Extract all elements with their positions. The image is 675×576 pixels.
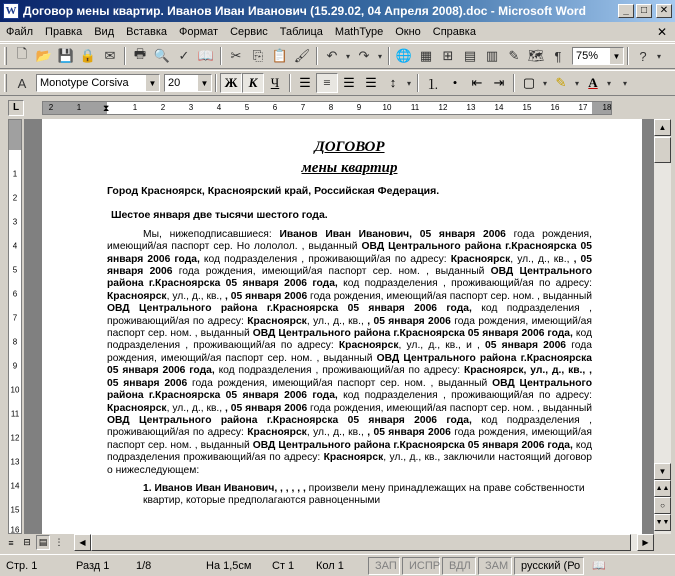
document-content[interactable] — [107, 137, 592, 508]
doc-run-bold: Красноярск — [107, 402, 167, 414]
vruler-mark: 3 — [12, 217, 18, 227]
permission-icon[interactable]: 🔒 — [79, 48, 97, 63]
doc-run: код подразделения , проживающий/ая по адресу: — [107, 303, 592, 327]
excel-sheet-icon[interactable]: ▤ — [463, 48, 477, 63]
vruler-mark: 6 — [12, 289, 18, 299]
ruler-mark: 12 — [438, 103, 448, 112]
vruler-mark: 7 — [12, 313, 18, 323]
doc-run-bold: ОВД Центрального района г.Красноярска 05 января 2006 года, — [107, 266, 593, 290]
document-close-icon[interactable]: ✕ — [656, 24, 667, 39]
doc-run: года рождения, имеющий/ая паспорт сер. ном. , выданный — [107, 427, 592, 451]
status-bar — [0, 554, 675, 576]
doc-run: , ул., д., кв., — [306, 315, 368, 327]
menu-file[interactable]: Файл — [6, 25, 34, 38]
align-left-icon[interactable]: ☰ — [299, 75, 311, 90]
doc-run-bold: ОВД Центрального района г.Красноярска 05 января 2006 года, — [107, 303, 472, 315]
doc-run: код подразделения , проживающий/ая по адресу: — [214, 365, 464, 377]
doc-run: , ул., д., кв., — [510, 253, 574, 265]
underline-button[interactable]: Ч — [270, 75, 280, 90]
ruler-mark: 2 — [160, 103, 166, 112]
ruler-mark: 6 — [272, 103, 278, 112]
doc-run-bold: Красноярск — [338, 340, 399, 352]
undo-icon[interactable]: ↶ — [326, 48, 338, 63]
ruler-mark: 7 — [300, 103, 306, 112]
vruler-mark: 11 — [10, 409, 20, 419]
align-right-icon[interactable]: ☰ — [343, 75, 355, 90]
ruler-mark: 8 — [328, 103, 334, 112]
undo-dropdown-icon[interactable]: ▾ — [345, 51, 350, 61]
doc-item-1 — [107, 483, 592, 508]
doc-run-bold: ОВД Центрального района г.Красноярска 05 января 2006 года, — [107, 241, 592, 265]
save-icon[interactable]: 💾 — [57, 48, 75, 63]
ruler-mark: 9 — [356, 103, 362, 112]
doc-run-bold: Красноярск — [323, 452, 384, 464]
font-size-value: 20 — [168, 77, 181, 89]
ruler-mark: 3 — [188, 103, 194, 112]
horizontal-scroll-thumb[interactable] — [91, 534, 631, 551]
font-color-dropdown-icon[interactable]: ▾ — [606, 78, 611, 88]
styles-formatting-icon[interactable]: A — [17, 75, 27, 91]
borders-dropdown-icon[interactable]: ▾ — [542, 78, 547, 88]
cut-icon[interactable]: ✂ — [230, 48, 242, 63]
vruler-mark: 2 — [12, 193, 18, 203]
menu-bar — [0, 22, 675, 42]
ruler-mark: 15 — [522, 103, 532, 112]
format-painter-icon[interactable]: 🖌 — [293, 48, 311, 63]
vruler-mark: 9 — [12, 361, 18, 371]
ruler-mark: 4 — [216, 103, 222, 112]
window-title: Договор мены квартир. Иванов Иван Иванович (15.29.02, 04 Апреля 2008).doc - Microsoft Word — [23, 4, 586, 18]
open-folder-icon[interactable]: 📂 — [35, 48, 53, 63]
doc-run-bold: Красноярск — [107, 290, 167, 302]
chevron-down-icon[interactable]: ▼ — [197, 75, 211, 91]
doc-run: года рождения, имеющий/ая паспорт сер. ном. , выданный — [307, 290, 592, 302]
menu-window[interactable]: Окно — [395, 25, 421, 38]
show-hide-icon[interactable]: ¶ — [554, 48, 562, 64]
chevron-down-icon[interactable]: ▼ — [609, 48, 623, 64]
doc-run-bold: Красноярск, ул., д., кв., , 05 января 2006 — [107, 365, 593, 389]
highlight-dropdown-icon[interactable]: ▾ — [574, 78, 579, 88]
horizontal-ruler[interactable] — [42, 101, 612, 115]
doc-run-bold: , 05 января 2006 — [225, 290, 308, 302]
vruler-mark: 8 — [12, 337, 18, 347]
minimize-button[interactable]: _ — [618, 4, 634, 18]
ruler-mark: 2 — [48, 103, 54, 112]
align-center-icon[interactable]: ≡ — [316, 73, 338, 93]
redo-dropdown-icon[interactable]: ▾ — [377, 51, 382, 61]
doc-run-bold: Иванов Иван Иванович, 05 января 2006 — [279, 228, 506, 240]
web-view-icon[interactable]: ⊟ — [23, 537, 31, 547]
ruler-mark: 18 — [602, 103, 612, 112]
ruler-mark: 1 — [132, 103, 138, 112]
horizontal-scrollbar[interactable] — [74, 534, 654, 551]
line-spacing-dropdown-icon[interactable]: ▾ — [406, 78, 411, 88]
vruler-mark: 10 — [10, 385, 20, 395]
doc-run-bold: ОВД Центрального района г.Красноярска 05 января 2006 года, — [252, 328, 573, 340]
browse-object-icon[interactable]: ○ — [654, 497, 671, 514]
font-name-value: Monotype Corsiva — [40, 77, 129, 89]
formatting-toolbar — [0, 70, 675, 96]
doc-run: , ул., д., кв., — [306, 427, 368, 439]
vruler-mark: 4 — [12, 241, 18, 251]
line-spacing-icon[interactable]: ↕ — [389, 75, 397, 90]
doc-run-bold: ОВД Центрального района г.Красноярска 05 января 2006 года, — [107, 414, 472, 426]
doc-run: , ул., д., кв., — [166, 290, 226, 302]
maximize-button[interactable]: □ — [636, 4, 652, 18]
numbering-icon[interactable]: ⒈ — [426, 76, 440, 92]
print-layout-icon[interactable]: ▤ — [36, 535, 50, 550]
standard-toolbar — [0, 43, 675, 69]
justify-icon[interactable]: ☰ — [365, 75, 377, 90]
status-ovr[interactable]: ЗАМ — [478, 557, 512, 575]
bold-button[interactable]: Ж — [220, 73, 242, 93]
menu-table[interactable]: Таблица — [279, 25, 323, 38]
doc-run-bold: Красноярск — [247, 427, 307, 439]
ruler-mark: 14 — [494, 103, 504, 112]
menu-tools[interactable]: Сервис — [230, 25, 268, 38]
title-bar — [0, 0, 675, 22]
doc-run: , ул., д., кв., — [166, 402, 226, 414]
zoom-value: 75% — [576, 50, 599, 62]
doc-run: года рождения, имеющий/ая паспорт сер. Но лололол. , выданный — [107, 228, 592, 253]
status-language[interactable]: русский (Ро — [514, 557, 584, 575]
toolbar-options-icon[interactable]: ▾ — [622, 78, 627, 88]
doc-title: ДОГОВОР — [314, 139, 385, 155]
doc-run-bold: , 05 января 2006 — [107, 253, 592, 278]
status-trk[interactable]: ИСПР — [402, 557, 440, 575]
doc-run-bold: Красноярск — [450, 253, 511, 265]
vruler-mark: 16 — [10, 525, 20, 534]
ruler-mark: 1 — [76, 103, 82, 112]
vruler-mark: 12 — [10, 433, 20, 443]
vruler-mark: 15 — [10, 505, 20, 515]
status-pages: 1/8 — [136, 559, 152, 572]
scroll-left-icon[interactable]: ◀ — [74, 534, 91, 551]
font-size-combo[interactable] — [164, 74, 212, 92]
scroll-up-icon[interactable]: ▲ — [654, 119, 671, 136]
tables-borders-icon[interactable]: ▦ — [419, 48, 433, 63]
highlight-icon[interactable]: ✎ — [555, 75, 567, 90]
doc-date: Шестое января две тысячи шестого года. — [111, 209, 328, 222]
spelling-icon[interactable]: ✓ — [178, 48, 190, 63]
indent-marker-icon[interactable]: ⧗ — [103, 103, 110, 113]
new-document-icon[interactable]: 🗋 — [16, 46, 28, 61]
print-preview-icon[interactable]: 🔍 — [153, 48, 171, 63]
normal-view-icon[interactable]: ≡ — [8, 537, 14, 548]
status-page: Стр. 1 — [6, 559, 38, 572]
status-line: Ст 1 — [272, 559, 295, 572]
insert-table-icon[interactable]: ⊞ — [442, 48, 454, 63]
vruler-mark: 14 — [10, 481, 20, 491]
ruler-mark: 17 — [578, 103, 588, 112]
ruler-mark: 11 — [410, 103, 420, 112]
doc-run: код подразделения , проживающий/ая по адресу: — [199, 253, 451, 265]
doc-run-bold: ОВД Центрального района г.Красноярска 05 января 2006 года, — [252, 439, 573, 451]
font-name-combo[interactable] — [36, 74, 160, 92]
scroll-down-icon[interactable]: ▼ — [654, 463, 671, 480]
menu-format[interactable]: Формат — [179, 25, 219, 38]
vertical-scrollbar[interactable] — [654, 119, 671, 534]
menu-insert[interactable]: Вставка — [126, 25, 168, 38]
font-color-icon[interactable]: A — [588, 75, 598, 90]
doc-item-1-text: произвели мену принадлежащих на праве собственности квартир, которые предполагаются равноценными — [143, 482, 585, 507]
doc-run: код подразделения , проживающий/ая по адресу: — [107, 328, 592, 352]
doc-run: , ул., д., кв., заключили настоящий договор о нижеследующем: — [107, 452, 592, 476]
status-rec[interactable]: ЗАП — [368, 557, 400, 575]
doc-item-1-bold: 1. Иванов Иван Иванович, , , , , , — [143, 482, 306, 494]
hyperlink-icon[interactable]: 🌐 — [395, 48, 413, 63]
document-page[interactable] — [42, 119, 642, 534]
next-page-icon[interactable]: ▼▼ — [654, 514, 671, 531]
status-ext[interactable]: ВДЛ — [442, 557, 476, 575]
scroll-thumb[interactable] — [654, 137, 671, 163]
print-icon[interactable]: 🖶 — [133, 46, 147, 61]
vruler-mark: 13 — [10, 457, 20, 467]
doc-run: код подразделения , проживающий/ая по адресу: — [337, 278, 593, 290]
doc-body-paragraph — [107, 229, 592, 477]
menu-mathtype[interactable]: MathType — [334, 25, 384, 38]
doc-run: , ул., д., кв., и , — [398, 340, 486, 352]
ruler-mark: 13 — [466, 103, 476, 112]
paste-icon[interactable]: 📋 — [271, 48, 289, 63]
doc-run-bold: 05 января 2006 — [485, 340, 567, 352]
redo-icon[interactable]: ↷ — [358, 48, 370, 63]
doc-run: Мы, нижеподписавшиеся: — [143, 228, 280, 240]
doc-run: код подразделения проживающий/ая по адресу: — [107, 439, 592, 464]
doc-run: года рождения, имеющий/ая паспорт сер. ном. , выданный — [307, 402, 592, 414]
toolbar-options-icon[interactable]: ▾ — [656, 51, 661, 61]
ruler-mark: 16 — [550, 103, 560, 112]
menu-view[interactable]: Вид — [94, 25, 115, 38]
doc-run: код подразделения , проживающий/ая по адресу: — [337, 390, 593, 402]
email-icon[interactable]: ✉ — [104, 48, 116, 63]
document-area[interactable] — [24, 119, 654, 534]
tab-selector[interactable]: L — [8, 100, 24, 116]
word-app-icon[interactable]: W — [3, 3, 19, 19]
status-position: На 1,5см — [206, 559, 252, 572]
doc-subtitle: мены квартир — [301, 160, 398, 176]
chevron-down-icon[interactable]: ▼ — [145, 75, 159, 91]
vertical-ruler[interactable] — [8, 119, 22, 534]
close-button[interactable]: ✕ — [656, 4, 672, 18]
outline-view-icon[interactable]: ⋮ — [54, 537, 64, 547]
help-icon[interactable]: ? — [639, 48, 647, 64]
ruler-mark: 5 — [244, 103, 250, 112]
copy-icon[interactable]: ⎘ — [252, 48, 264, 63]
doc-run: года рождения, имеющий/ая паспорт сер. ном. , выданный — [107, 340, 592, 364]
doc-run-bold: ОВД Центрального района г.Красноярска 05 января 2006 года, — [107, 377, 592, 402]
scroll-right-icon[interactable]: ▶ — [637, 534, 654, 551]
status-section: Разд 1 — [76, 559, 110, 572]
doc-run: года рождения, имеющий/ая паспорт сер. ном. , выданный — [172, 266, 491, 278]
ruler-row — [0, 97, 675, 119]
columns-icon[interactable]: ▥ — [485, 48, 499, 63]
doc-run: код подразделения , проживающий/ая по адресу: — [107, 414, 592, 439]
status-column: Кол 1 — [316, 559, 344, 572]
menu-help[interactable]: Справка — [432, 25, 476, 38]
doc-run-bold: , 05 января 2006 — [367, 315, 451, 327]
ruler-mark: 10 — [382, 103, 392, 112]
previous-page-icon[interactable]: ▲▲ — [654, 480, 671, 497]
document-map-icon[interactable]: 🗺 — [527, 48, 545, 63]
drawing-icon[interactable]: ✎ — [508, 48, 520, 63]
vruler-mark: 1 — [12, 169, 18, 179]
bullets-icon[interactable]: • — [452, 75, 458, 90]
horizontal-scroll-row — [0, 534, 675, 552]
doc-run: года рождения, имеющий/ая паспорт сер. ном. , выданный — [187, 377, 493, 389]
spelling-status-icon[interactable]: 📖 — [592, 560, 606, 572]
italic-button[interactable]: К — [242, 73, 264, 93]
zoom-combo[interactable] — [572, 47, 624, 65]
menu-edit[interactable]: Правка — [45, 25, 83, 38]
doc-run-bold: Красноярск — [247, 315, 307, 327]
increase-indent-icon[interactable]: ⇥ — [493, 75, 505, 90]
doc-run-bold: ОВД Центрального района г.Красноярска 05 января 2006 года, — [107, 352, 592, 377]
decrease-indent-icon[interactable]: ⇤ — [471, 75, 483, 90]
research-icon[interactable]: 📖 — [197, 48, 215, 63]
vruler-mark: 5 — [12, 265, 18, 275]
doc-run-bold: , 05 января 2006 — [367, 427, 451, 439]
borders-icon[interactable]: ▢ — [522, 75, 536, 90]
doc-city: Город Красноярск, Красноярский край, Российская Федерация. — [107, 185, 440, 197]
doc-run: года рождения, имеющий/ая паспорт сер. ном. , выданный — [107, 315, 592, 340]
doc-run-bold: , 05 января 2006 — [225, 402, 308, 414]
